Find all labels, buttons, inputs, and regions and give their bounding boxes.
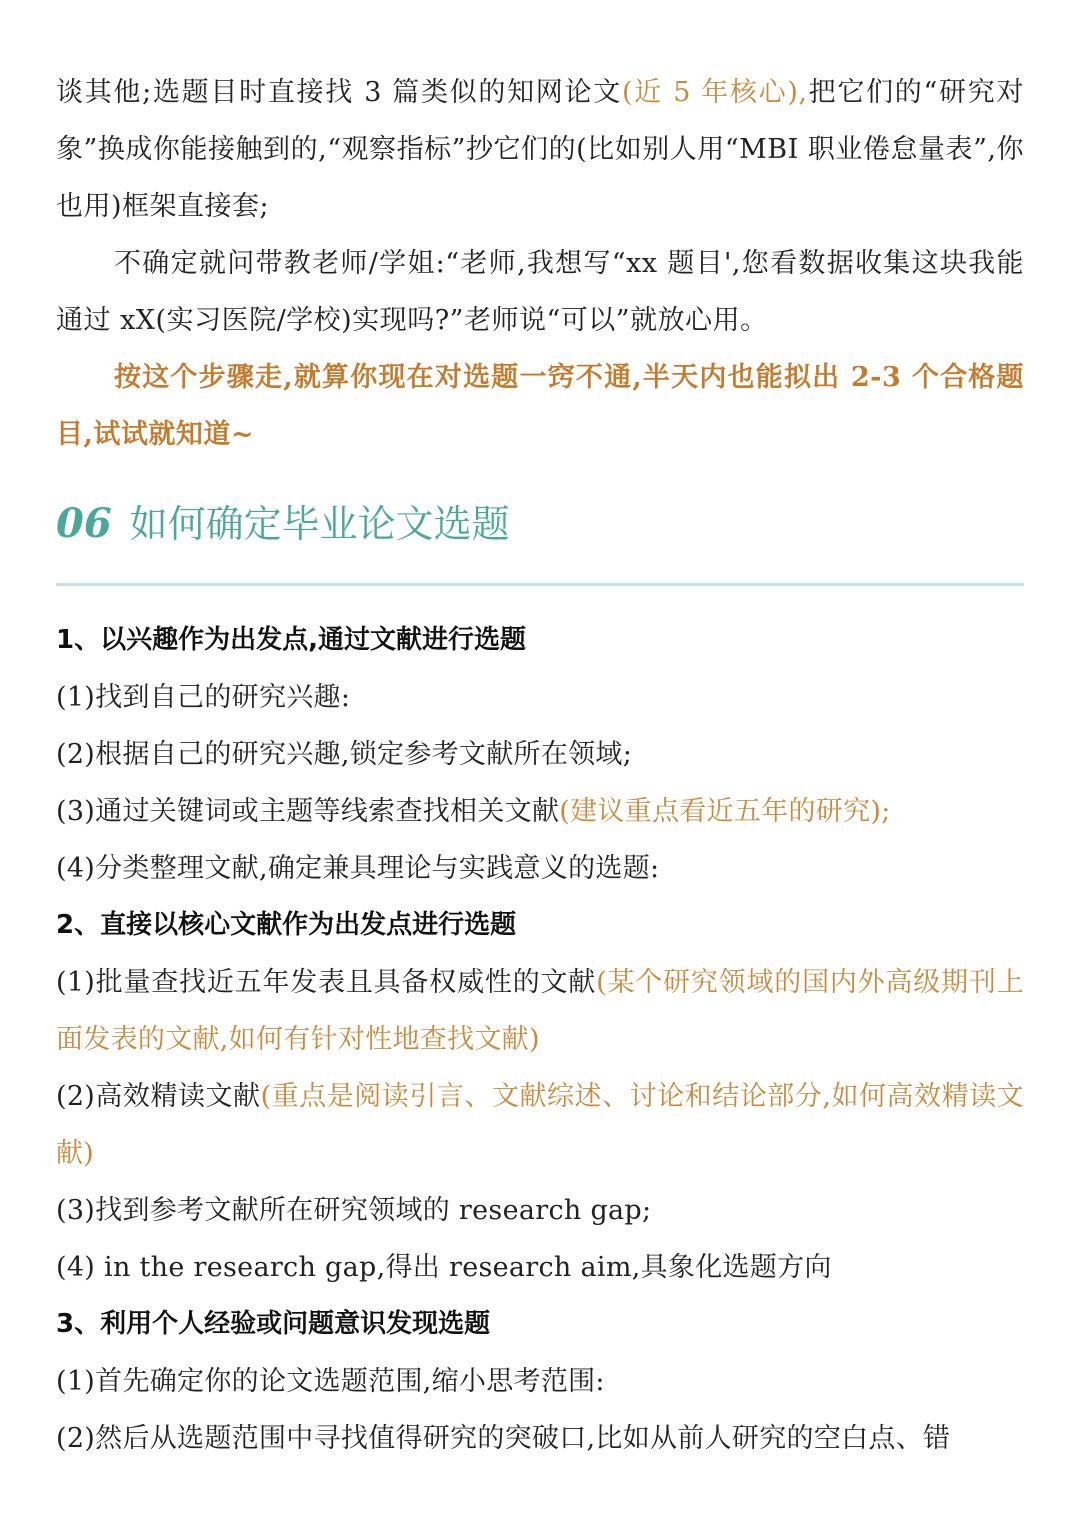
list-item	[56, 1410, 1024, 1467]
list-item	[56, 669, 1024, 726]
list-item-text: (2)根据自己的研究兴趣,锁定参考文献所在领域;	[56, 739, 633, 770]
list-item-note: (建议重点看近五年的研究);	[559, 796, 891, 827]
list-item-note: (某个研究领域的国内外高级期刊上面发表的文献,如何有针对性地查找文献)	[56, 967, 1024, 1055]
list-item-text: (4)分类整理文献,确定兼具理论与实践意义的选题:	[56, 853, 660, 884]
section-heading	[56, 495, 1024, 567]
intro-paragraph-1	[56, 64, 1024, 235]
section-number: 06	[56, 500, 112, 547]
list-item-text: (1)首先确定你的论文选题范围,缩小思考范围:	[56, 1366, 605, 1397]
list-item-text: (3)找到参考文献所在研究领域的 research gap;	[56, 1195, 652, 1226]
list-item	[56, 1182, 1024, 1239]
list-item	[56, 1239, 1024, 1296]
list-item	[56, 1068, 1024, 1182]
intro-p1-rest: 把它们的“研究对象”换成你能接触到的,“观察指标”抄它们的(比如别人用“MBI 职业倦怠量表”,你也用)框架直接套;	[56, 77, 1024, 222]
list-item	[56, 954, 1024, 1068]
list-item-text: (3)通过关键词或主题等线索查找相关文献	[56, 796, 560, 827]
intro-paragraph-2: 不确定就问带教老师/学姐:“老师,我想写“xx 题目',您看数据收集这块我能通过 xX(实习医院/学校)实现吗?”老师说“可以”就放心用。	[56, 248, 1024, 336]
section-divider	[56, 583, 1024, 586]
section-title: 如何确定毕业论文选题	[129, 502, 510, 546]
list-item	[56, 783, 1024, 840]
list-item-note: (重点是阅读引言、文献综述、讨论和结论部分,如何高效精读文献)	[56, 1081, 1024, 1169]
list-item	[56, 840, 1024, 897]
group-heading-1: 1、以兴趣作为出发点,通过文献进行选题	[56, 625, 526, 655]
group-heading-3: 3、利用个人经验或问题意识发现选题	[56, 1309, 491, 1339]
intro-p1-text: 谈其他;选题目时直接找 3 篇类似的知网论文	[56, 77, 622, 108]
intro-paragraph-3: 按这个步骤走,就算你现在对选题一窍不通,半天内也能拟出 2-3 个合格题目,试试就知道~	[56, 362, 1024, 450]
list-item-text: (2)然后从选题范围中寻找值得研究的突破口,比如从前人研究的空白点、错	[56, 1423, 951, 1454]
list-item-text: (2)高效精读文献	[56, 1081, 261, 1112]
list-item-text: (1)批量查找近五年发表且具备权威性的文献	[56, 967, 597, 998]
intro-p1-accent: (近 5 年核心),	[621, 77, 808, 108]
list-item	[56, 726, 1024, 783]
list-item-text: (4) in the research gap,得出 research aim,具象化选题方向	[56, 1252, 832, 1283]
list-item	[56, 1353, 1024, 1410]
list-item-text: (1)找到自己的研究兴趣:	[56, 682, 351, 713]
group-heading-2: 2、直接以核心文献作为出发点进行选题	[56, 910, 517, 940]
